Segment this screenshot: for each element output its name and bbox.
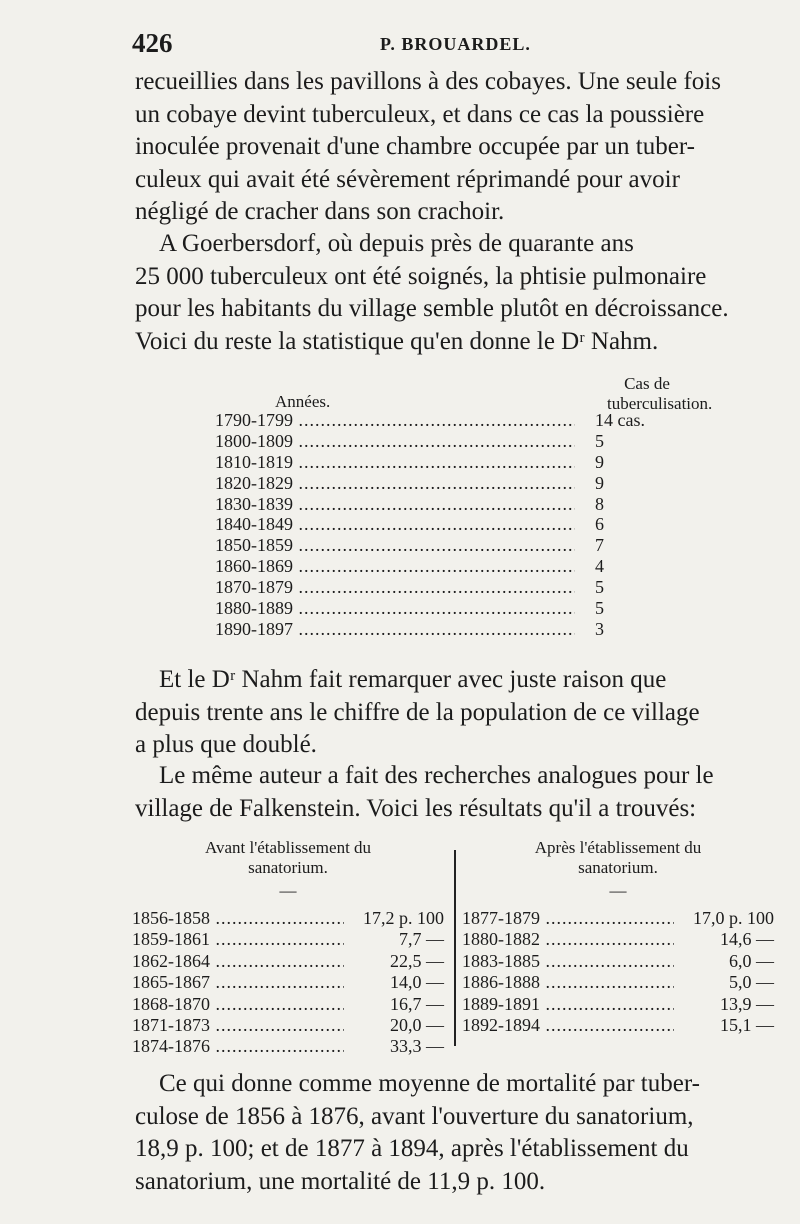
column-header-line: tuberculisation. — [607, 394, 713, 413]
value-cell: 5 — [595, 577, 604, 598]
column-header — [462, 838, 774, 878]
value-cell: 22,5 — — [390, 950, 444, 971]
value-cell: 6,0 — — [729, 950, 774, 971]
value-cell: 17,0 p. 100 — [693, 908, 774, 928]
running-head: P. BROUARDEL. — [380, 34, 531, 54]
period-cell: 1800-1809 ..... — [215, 431, 575, 452]
column-header — [132, 838, 444, 878]
text-line: Et le Dʳ Nahm fait remarquer avec juste raison que — [159, 666, 667, 693]
value-cell: 5 — [595, 598, 604, 619]
text-line: a plus que doublé. — [135, 731, 317, 758]
value-cell: 5 — [595, 430, 604, 451]
table-row — [132, 929, 444, 950]
value-cell: 7 — [595, 535, 604, 556]
text-line: Ce qui donne comme moyenne de mortalité par tuber- — [159, 1070, 700, 1097]
value-cell: 5,0 — — [729, 972, 774, 993]
period-cell: 1892-1894 ..... — [462, 1015, 674, 1036]
header-dash: — — [609, 881, 627, 900]
before-sanatorium-column — [132, 838, 444, 1058]
period-cell: 1856-1858 ..... — [132, 908, 344, 929]
column-header-line: sanatorium. — [578, 858, 658, 877]
text-line: pour les habitants du village semble plutôt en décroissance. — [135, 295, 729, 322]
table-rows — [215, 410, 675, 640]
period-cell: 1868-1870 ..... — [132, 994, 344, 1015]
text-line: négligé de cracher dans son crachoir. — [135, 198, 505, 225]
text-line: culose de 1856 à 1876, avant l'ouverture du sanatorium, — [135, 1102, 694, 1130]
column-header-line: Après l'établissement du — [534, 838, 702, 857]
column-header-line: sanatorium. — [248, 858, 328, 877]
value-cell: 14,0 — — [390, 972, 444, 993]
column-header-cas — [607, 374, 713, 414]
period-cell: 1810-1819 ..... — [215, 452, 575, 473]
value-cell: 3 — [595, 618, 604, 639]
value-cell: 16,7 — — [390, 993, 444, 1014]
table-row — [132, 994, 444, 1015]
value-cell: 17,2 p. 100 — [363, 908, 444, 928]
text-line: un cobaye devint tuberculeux, et dans ce cas la poussière — [135, 100, 705, 128]
text-line: A Goerbersdorf, où depuis près de quarante ans — [159, 230, 634, 257]
table-row — [462, 908, 774, 929]
period-cell: 1880-1882 ..... — [462, 929, 674, 950]
column-header-line: Avant l'établissement du — [204, 838, 372, 857]
header-dash: — — [279, 881, 297, 900]
period-cell: 1871-1873 ..... — [132, 1015, 344, 1036]
text-line: 25 000 tuberculeux ont été soignés, la phtisie pulmonaire — [135, 262, 707, 290]
table-row — [462, 929, 774, 950]
column-header-line: Cas de — [624, 374, 670, 393]
table-row — [462, 972, 774, 993]
table-row — [215, 473, 675, 494]
period-cell: 1890-1897 ..... — [215, 619, 575, 640]
value-cell: 20,0 — — [390, 1014, 444, 1035]
period-cell: 1859-1861 ..... — [132, 929, 344, 950]
table-row — [132, 972, 444, 993]
table-row — [462, 951, 774, 972]
value-cell: 8 — [595, 493, 604, 514]
falkenstein-table — [132, 838, 774, 1057]
column-divider — [454, 850, 456, 1046]
value-cell: 4 — [595, 556, 604, 577]
table-row — [215, 577, 675, 598]
period-cell: 1840-1849 ..... — [215, 514, 575, 535]
period-cell: 1830-1839 ..... — [215, 494, 575, 515]
table-row — [215, 431, 675, 452]
period-cell: 1889-1891 ..... — [462, 994, 674, 1015]
table-row — [215, 556, 675, 577]
text-line: 18,9 p. 100; et de 1877 à 1894, après l'établissement du — [135, 1135, 689, 1162]
text-line: inoculée provenait d'une chambre occupée par un tuber- — [135, 133, 695, 160]
table-row — [132, 1036, 444, 1057]
period-cell: 1820-1829 ..... — [215, 473, 575, 494]
period-cell: 1870-1879 ..... — [215, 577, 575, 598]
text-line: recueillies dans les pavillons à des cobayes. Une seule fois — [135, 68, 721, 95]
table-row — [215, 514, 675, 535]
text-line: sanatorium, une mortalité de 11,9 p. 100. — [135, 1167, 546, 1195]
value-cell: 14 cas. — [595, 410, 645, 430]
paragraph-2 — [135, 228, 765, 358]
table-row — [462, 994, 774, 1015]
period-cell: 1860-1869 ..... — [215, 556, 575, 577]
table-row — [215, 535, 675, 556]
table-row — [132, 908, 444, 929]
paragraph-3 — [135, 664, 765, 762]
value-cell: 6 — [595, 514, 604, 535]
period-cell: 1883-1885 ..... — [462, 951, 674, 972]
column-header-annees: Années. — [275, 392, 331, 411]
page-header — [132, 28, 760, 60]
value-cell: 9 — [595, 472, 604, 493]
period-cell: 1865-1867 ..... — [132, 972, 344, 993]
paragraph-5 — [135, 1068, 765, 1198]
period-cell: 1862-1864 ..... — [132, 951, 344, 972]
text-line: depuis trente ans le chiffre de la population de ce village — [135, 698, 700, 726]
table-row — [215, 452, 675, 473]
paragraph-4 — [135, 760, 765, 825]
text-line: Voici du reste la statistique qu'en donne le Dʳ Nahm. — [135, 327, 659, 355]
table-row — [132, 1015, 444, 1036]
text-line: Le même auteur a fait des recherches analogues pour le — [159, 762, 714, 789]
text-line: village de Falkenstein. Voici les résultats qu'il a trouvés: — [135, 794, 697, 822]
period-cell: 1886-1888 ..... — [462, 972, 674, 993]
page-number: 426 — [132, 28, 173, 58]
text-line: culeux qui avait été sévèrement réprimandé pour avoir — [135, 165, 680, 193]
table-row — [215, 619, 675, 640]
period-cell: 1874-1876 ..... — [132, 1036, 344, 1057]
table-row — [215, 410, 675, 431]
table-rows — [462, 908, 774, 1036]
table-row — [462, 1015, 774, 1036]
value-cell: 33,3 — — [390, 1036, 444, 1057]
period-cell: 1880-1889 ..... — [215, 598, 575, 619]
after-sanatorium-column — [462, 838, 774, 1036]
table-rows — [132, 908, 444, 1058]
value-cell: 9 — [595, 451, 604, 472]
value-cell: 13,9 — — [720, 993, 774, 1014]
paragraph-1 — [135, 66, 765, 229]
period-cell: 1850-1859 ..... — [215, 535, 575, 556]
value-cell: 14,6 — — [720, 929, 774, 950]
table-row — [215, 494, 675, 515]
period-cell: 1790-1799 ..... — [215, 410, 575, 431]
value-cell: 7,7 — — [399, 929, 444, 950]
period-cell: 1877-1879 ..... — [462, 908, 674, 929]
table-row — [215, 598, 675, 619]
table-row — [132, 951, 444, 972]
value-cell: 15,1 — — [720, 1014, 774, 1035]
